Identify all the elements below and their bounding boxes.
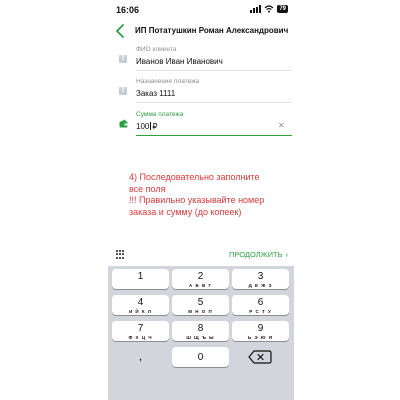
payment-amount-label: Сумма платежа [136,111,184,118]
continue-button[interactable] [229,250,288,259]
payment-amount-field[interactable] [108,110,294,140]
field-divider-active [136,135,292,136]
wifi-icon [264,5,274,13]
currency-symbol: ₽ [152,122,158,131]
text-icon: T [119,87,127,95]
annotation-line: заказа и сумму (до копеек) [129,206,242,217]
battery-icon: 79 [279,6,286,12]
key-3[interactable]: 3 Д Е Ж З [232,269,289,289]
key-2[interactable]: 2 А Б В Г [172,269,229,289]
signal-icon [250,5,261,13]
key-4[interactable]: 4 И Й К Л [112,295,169,315]
continue-label: ПРОДОЛЖИТЬ [229,250,283,259]
key-8[interactable]: 8 Ш Щ Ъ Ы [172,321,229,341]
phone-screen [108,0,294,400]
backspace-icon[interactable] [232,347,289,367]
page-title: ИП Потатушкин Роман Александрович [135,26,289,35]
keyboard-toolbar [108,247,294,263]
key-5[interactable]: 5 М Н О П [172,295,229,315]
wallet-icon [119,119,128,128]
key-7[interactable]: 7 Ф Х Ц Ч [112,321,169,341]
payment-purpose-value[interactable]: Заказ 1111 [136,89,176,98]
text-icon: T [119,55,127,63]
client-name-value[interactable]: Иванов Иван Иванович [136,57,223,66]
clear-icon[interactable]: ✕ [278,121,285,130]
field-divider [136,102,292,103]
annotation-line: 4) Последовательно заполните [129,172,260,182]
key-6[interactable]: 6 Р С Т У [232,295,289,315]
back-arrow-icon[interactable] [114,23,126,39]
annotation-line: !!! Правильно указывайте номер [129,195,265,205]
annotation-line: все поля [129,183,166,194]
header [108,22,294,42]
status-time: 16:06 [116,5,140,15]
instruction-annotation [129,172,294,218]
status-bar [108,0,294,20]
client-name-field[interactable] [108,45,294,75]
status-icons [250,5,288,13]
keypad-grid-icon[interactable] [116,250,125,259]
payment-purpose-label: Назначение платежа [136,78,200,85]
amount-digits: 100 [136,122,150,131]
key-0[interactable]: 0 [172,347,229,367]
payment-amount-value[interactable] [136,122,157,131]
key-comma[interactable]: , [138,349,143,363]
key-1[interactable]: 1 [112,269,169,289]
numeric-keyboard [108,266,294,400]
chevron-right-icon: › [285,250,288,259]
payment-purpose-field[interactable] [108,77,294,107]
field-divider [136,70,292,71]
client-name-label: ФИО клиента [136,46,177,53]
key-9[interactable]: 9 Ь Э Ю Я [232,321,289,341]
